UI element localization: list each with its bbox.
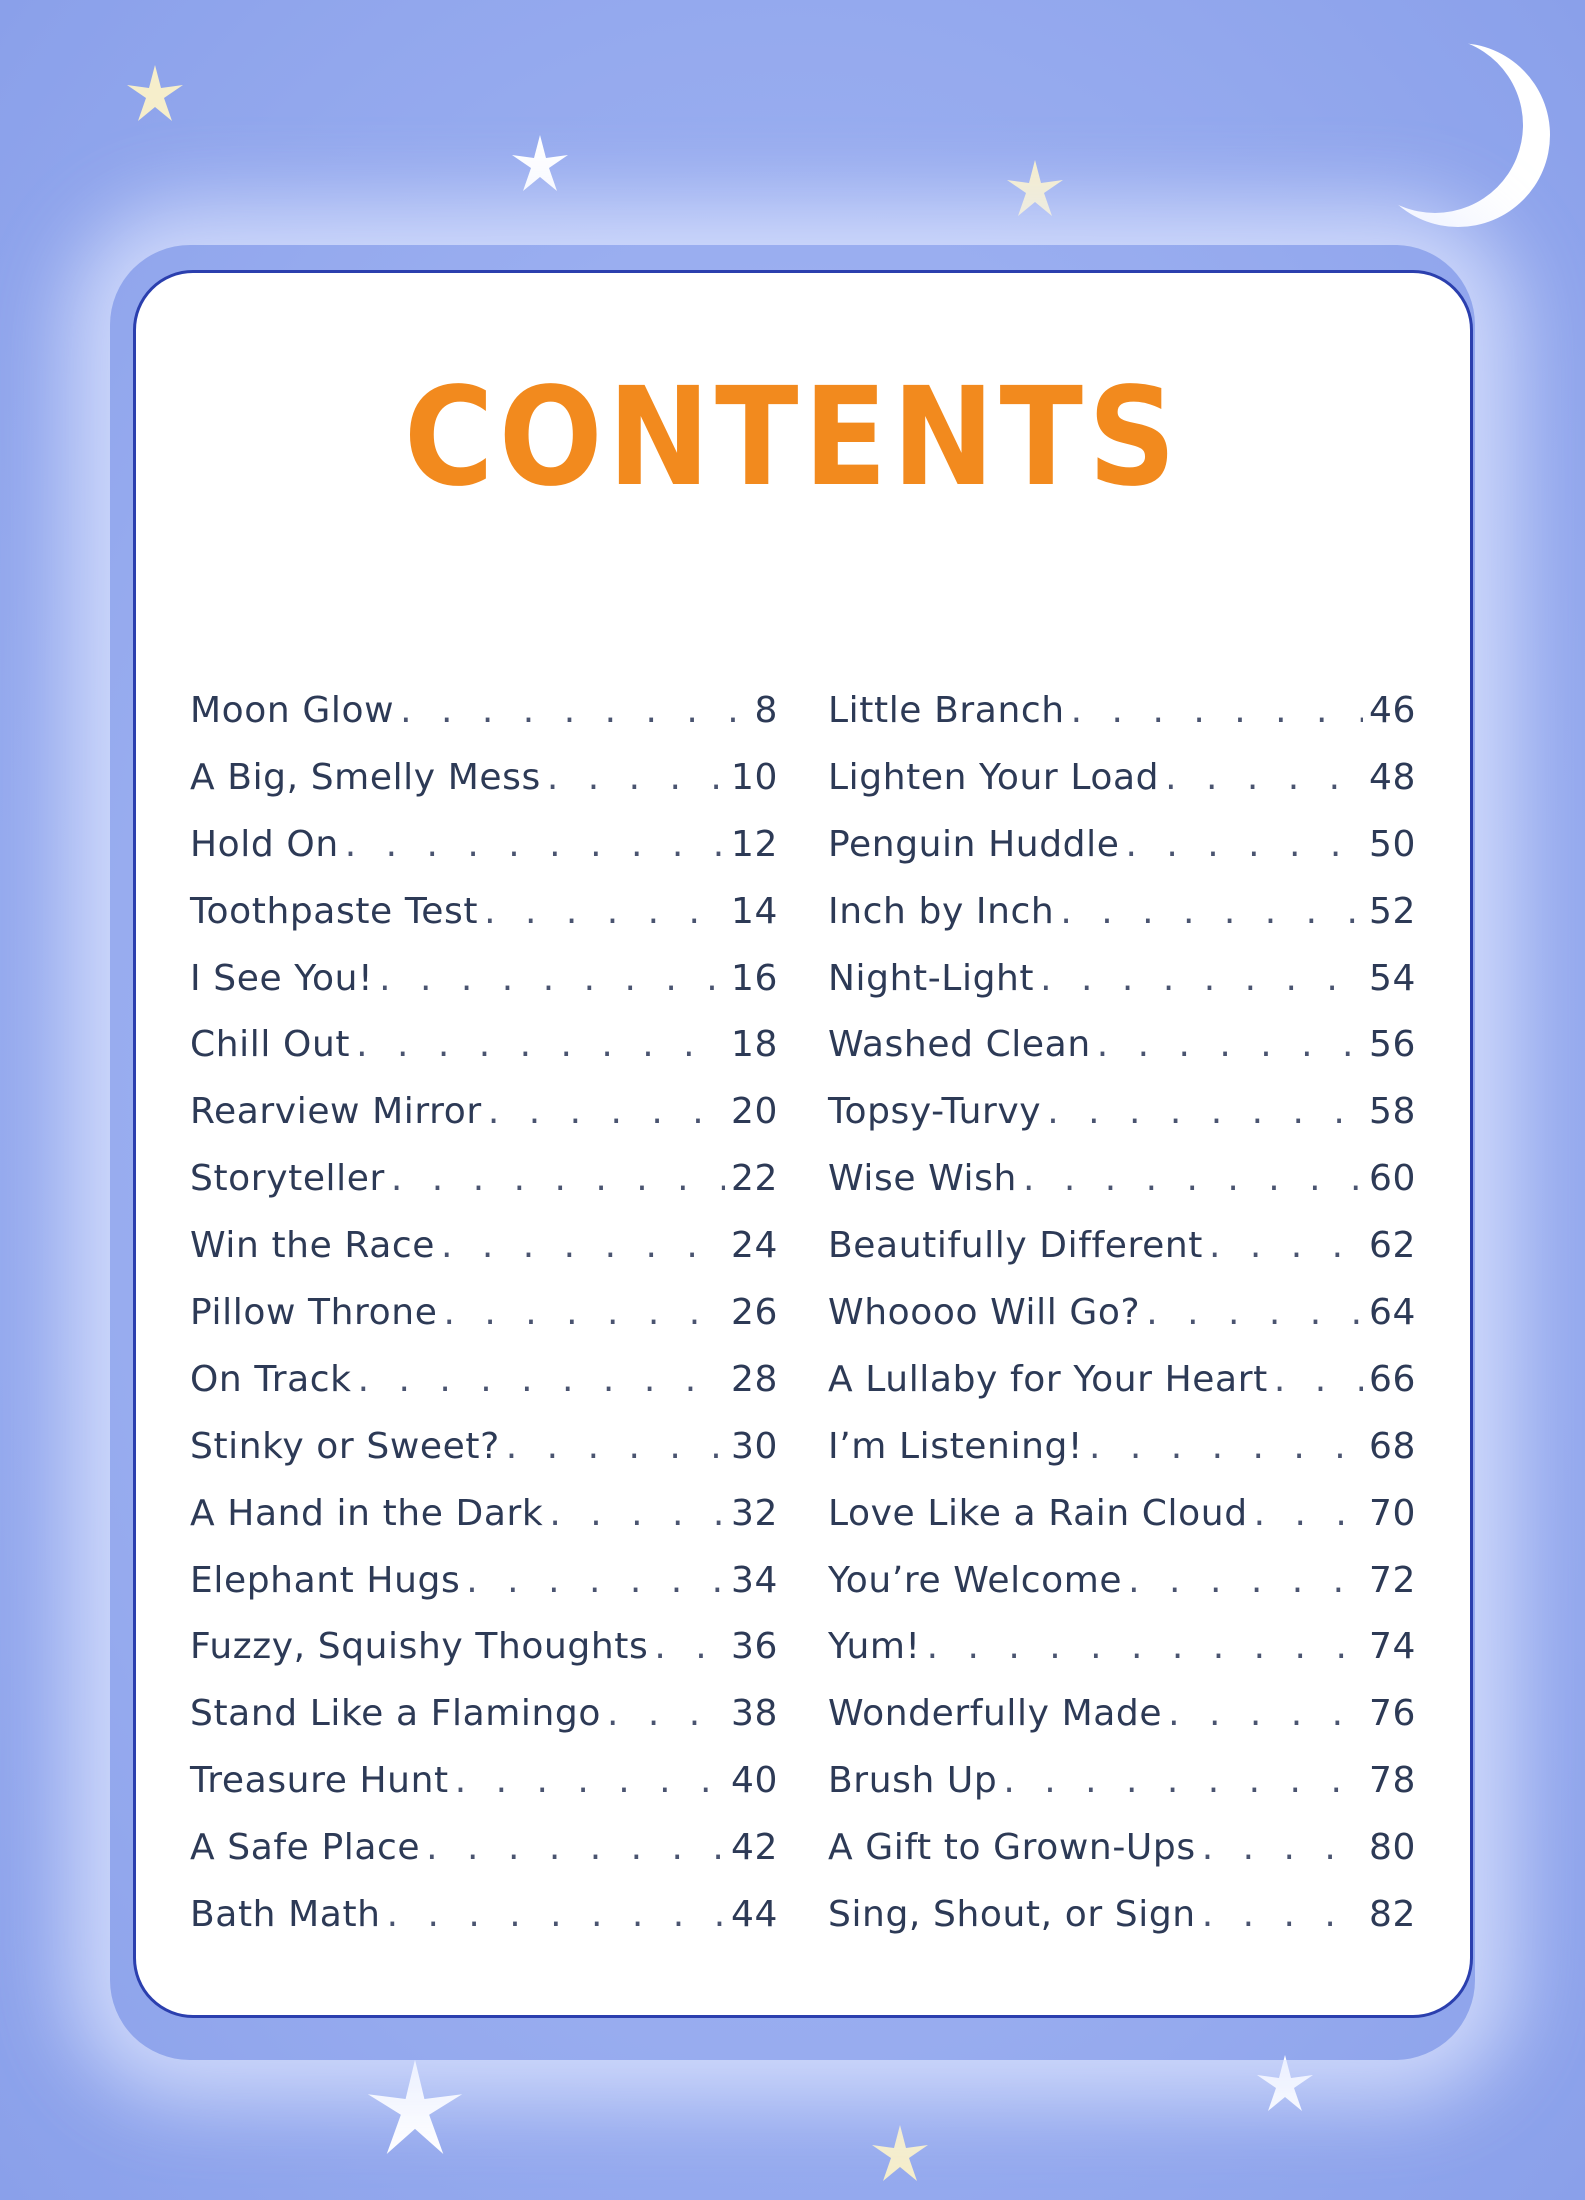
toc-entry-page: 20 — [730, 1091, 778, 1133]
leader-dots — [1125, 824, 1363, 865]
toc-entry — [190, 1894, 778, 1961]
toc-entry — [828, 1760, 1416, 1827]
toc-entry-title: Moon Glow — [190, 690, 395, 731]
leader-dots — [455, 1760, 725, 1801]
leader-dots — [927, 1626, 1363, 1667]
toc-entry-page: 14 — [730, 890, 778, 932]
toc-entry — [190, 1626, 778, 1693]
toc-entry-title: Win the Race — [190, 1225, 436, 1267]
toc-entry-title: Pillow Throne — [190, 1292, 438, 1334]
leader-dots — [1047, 1091, 1363, 1132]
toc-entry — [190, 1693, 778, 1760]
toc-entry — [190, 1024, 778, 1091]
toc-entry — [828, 958, 1416, 1025]
toc-entry-page: 46 — [1368, 690, 1416, 731]
leader-dots — [426, 1827, 725, 1868]
leader-dots — [391, 1158, 725, 1199]
leader-dots — [387, 1894, 725, 1935]
toc-entry-title: A Lullaby for Your Heart — [828, 1358, 1268, 1400]
leader-dots — [441, 1225, 725, 1266]
toc-entry-page: 76 — [1368, 1693, 1416, 1735]
toc-entry — [828, 1827, 1416, 1894]
leader-dots — [1254, 1493, 1363, 1534]
toc-entry-title: Stinky or Sweet? — [190, 1425, 500, 1467]
toc-entry — [828, 1560, 1416, 1627]
toc-entry-title: Brush Up — [828, 1760, 998, 1802]
toc-entry — [828, 1693, 1416, 1760]
leader-dots — [1168, 1693, 1363, 1734]
toc-entry-page: 60 — [1368, 1158, 1416, 1200]
toc-entry — [828, 891, 1416, 958]
toc-entry-title: Topsy-Turvy — [828, 1091, 1042, 1133]
toc-entry-page: 74 — [1368, 1626, 1416, 1668]
toc-entry-title: Toothpaste Test — [190, 890, 479, 932]
toc-entry — [190, 1827, 778, 1894]
toc-column-right — [828, 690, 1416, 1961]
toc-entry-title: Treasure Hunt — [190, 1760, 449, 1802]
toc-entry-page: 44 — [730, 1894, 778, 1936]
toc-entry — [190, 690, 778, 757]
toc-entry-page: 58 — [1368, 1091, 1416, 1133]
toc-column-left — [190, 690, 778, 1961]
leader-dots — [488, 1091, 725, 1132]
leader-dots — [1089, 1426, 1363, 1467]
toc-entry — [190, 891, 778, 958]
leader-dots — [547, 757, 725, 798]
toc-entry-page: 56 — [1368, 1024, 1416, 1066]
toc-entry-title: Wise Wish — [828, 1158, 1017, 1200]
toc-entry-title: On Track — [190, 1358, 352, 1400]
toc-entry — [190, 1426, 778, 1493]
leader-dots — [379, 958, 725, 999]
leader-dots — [1003, 1760, 1363, 1801]
crescent-moon-icon — [1380, 30, 1555, 240]
toc-entry-title: Fuzzy, Squishy Thoughts — [190, 1626, 649, 1668]
toc-entry-page: 42 — [730, 1827, 778, 1869]
toc-entry-title: You’re Welcome — [828, 1559, 1123, 1601]
leader-dots — [549, 1493, 725, 1534]
toc-entry — [190, 958, 778, 1025]
toc-entry-page: 36 — [730, 1626, 778, 1668]
toc-entry-title: Washed Clean — [828, 1024, 1091, 1066]
leader-dots — [1146, 1292, 1363, 1333]
toc-entry-page: 10 — [730, 756, 778, 798]
toc-entry-title: Sing, Shout, or Sign — [828, 1894, 1196, 1936]
toc-entry-title: Chill Out — [190, 1024, 351, 1066]
page-title: CONTENTS — [403, 359, 1182, 517]
toc-entry-page: 68 — [1368, 1425, 1416, 1467]
leader-dots — [400, 690, 748, 731]
toc-entry-title: A Gift to Grown-Ups — [828, 1827, 1196, 1869]
star-icon — [505, 130, 575, 200]
leader-dots — [443, 1292, 725, 1333]
toc-entry-page: 70 — [1368, 1492, 1416, 1534]
toc-entry-page: 52 — [1368, 890, 1416, 932]
toc-entry-page: 32 — [730, 1492, 778, 1534]
star-icon — [865, 2120, 935, 2190]
toc-entry — [828, 1359, 1416, 1426]
toc-entry — [190, 1760, 778, 1827]
toc-entry — [190, 1091, 778, 1158]
toc-entry-title: Inch by Inch — [828, 890, 1055, 932]
toc-entry-title: Penguin Huddle — [828, 823, 1120, 865]
leader-dots — [1128, 1560, 1363, 1601]
toc-entry — [828, 1292, 1416, 1359]
toc-entry — [828, 1024, 1416, 1091]
toc-entry — [190, 1158, 778, 1225]
toc-entry — [190, 1359, 778, 1426]
toc-entry-title: Little Branch — [828, 690, 1065, 731]
leader-dots — [1040, 958, 1363, 999]
toc-entry-title: Whoooo Will Go? — [828, 1292, 1141, 1334]
star-icon — [1000, 155, 1070, 225]
toc-entry-page: 16 — [730, 957, 778, 999]
leader-dots — [356, 1024, 725, 1065]
toc-entry — [828, 1894, 1416, 1961]
star-icon — [120, 60, 190, 130]
toc-entry-title: A Safe Place — [190, 1827, 421, 1869]
star-icon — [1250, 2050, 1320, 2120]
toc-entry-page: 12 — [730, 823, 778, 865]
leader-dots — [607, 1693, 725, 1734]
toc-entry — [828, 1091, 1416, 1158]
toc-entry-page: 66 — [1368, 1358, 1416, 1400]
toc-entry-page: 38 — [730, 1693, 778, 1735]
toc-entry-title: Storyteller — [190, 1158, 385, 1200]
leader-dots — [358, 1359, 725, 1400]
toc-entry-page: 78 — [1368, 1760, 1416, 1802]
leader-dots — [1202, 1894, 1363, 1935]
toc-entry — [828, 1158, 1416, 1225]
toc-entry-page: 28 — [730, 1358, 778, 1400]
toc-entry — [828, 690, 1416, 757]
toc-entry-page: 72 — [1368, 1559, 1416, 1601]
toc-entry — [190, 757, 778, 824]
leader-dots — [1202, 1827, 1363, 1868]
toc-entry — [190, 1292, 778, 1359]
leader-dots — [466, 1560, 725, 1601]
toc-entry-title: Bath Math — [190, 1894, 381, 1936]
toc-entry — [828, 1493, 1416, 1560]
leader-dots — [345, 824, 725, 865]
toc-entry — [828, 1626, 1416, 1693]
toc-entry-title: Hold On — [190, 823, 339, 865]
toc-entry — [828, 1426, 1416, 1493]
toc-entry-page: 80 — [1368, 1827, 1416, 1869]
toc-entry-title: Stand Like a Flamingo — [190, 1693, 601, 1735]
toc-entry-title: Night-Light — [828, 957, 1035, 999]
toc-entry-title: Elephant Hugs — [190, 1559, 461, 1601]
toc-entry — [190, 824, 778, 891]
leader-dots — [506, 1426, 725, 1467]
toc-entry-title: A Big, Smelly Mess — [190, 756, 541, 798]
toc-entry-page: 48 — [1368, 756, 1416, 798]
toc-entry-page: 40 — [730, 1760, 778, 1802]
toc-entry — [828, 824, 1416, 891]
toc-entry-page: 64 — [1368, 1292, 1416, 1334]
toc-entry-title: A Hand in the Dark — [190, 1492, 544, 1534]
toc-entry-title: I See You! — [190, 957, 374, 999]
toc-entry-page: 26 — [730, 1292, 778, 1334]
toc-entry-title: Lighten Your Load — [828, 756, 1160, 798]
star-icon — [360, 2055, 470, 2165]
toc-entry-title: Love Like a Rain Cloud — [828, 1492, 1248, 1534]
toc-entry-page: 8 — [754, 690, 778, 731]
toc-entry-page: 30 — [730, 1425, 778, 1467]
toc-entry-page: 18 — [730, 1024, 778, 1066]
toc-entry-title: I’m Listening! — [828, 1425, 1083, 1467]
toc-entry — [828, 1225, 1416, 1292]
toc-entry-page: 22 — [730, 1158, 778, 1200]
leader-dots — [1097, 1024, 1363, 1065]
leader-dots — [1209, 1225, 1363, 1266]
toc-entry — [190, 1560, 778, 1627]
toc-entry-page: 54 — [1368, 957, 1416, 999]
leader-dots — [1071, 690, 1363, 731]
leader-dots — [484, 891, 725, 932]
leader-dots — [654, 1626, 725, 1667]
toc-entry — [190, 1493, 778, 1560]
toc-entry-page: 34 — [730, 1559, 778, 1601]
toc-entry-title: Wonderfully Made — [828, 1693, 1163, 1735]
toc-entry-page: 82 — [1368, 1894, 1416, 1936]
toc-entry-title: Yum! — [828, 1626, 921, 1668]
toc-entry-page: 24 — [730, 1225, 778, 1267]
toc-entry — [190, 1225, 778, 1292]
toc-entry — [828, 757, 1416, 824]
toc-entry-page: 50 — [1368, 823, 1416, 865]
leader-dots — [1165, 757, 1363, 798]
leader-dots — [1060, 891, 1363, 932]
leader-dots — [1023, 1158, 1363, 1199]
toc-entry-page: 62 — [1368, 1225, 1416, 1267]
toc-entry-title: Beautifully Different — [828, 1225, 1203, 1267]
toc-entry-title: Rearview Mirror — [190, 1091, 482, 1133]
leader-dots — [1274, 1359, 1363, 1400]
